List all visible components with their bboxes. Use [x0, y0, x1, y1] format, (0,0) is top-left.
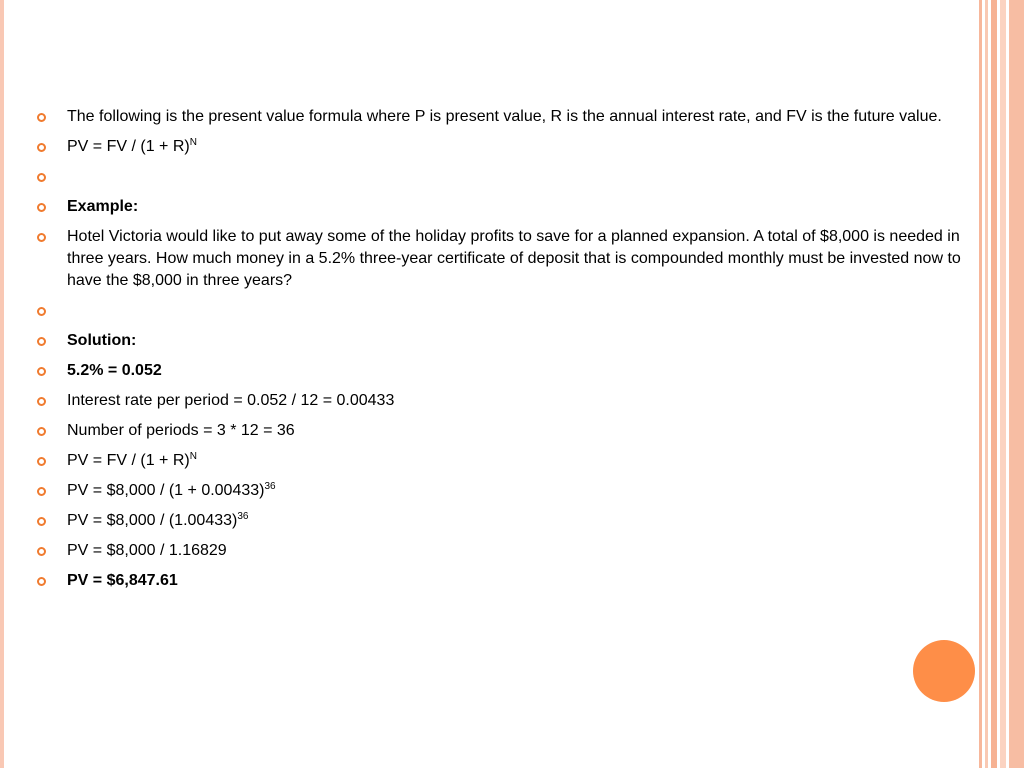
exponent: N	[189, 137, 197, 148]
bullet-text: Hotel Victoria would like to put away some of the holiday profits to save for a planned expansion. A total of $8,000 is needed in three years. How much money in a 5.2% three-year certificate of deposit that is compounded monthly must be invested now to have the $8,000 in three years?	[67, 228, 961, 289]
bullet-text: PV = $8,000 / (1 + 0.00433)	[67, 482, 265, 499]
bullet-list	[36, 106, 996, 600]
bullet-item-substitution	[36, 480, 996, 502]
bullet-item-rate-per-period	[36, 390, 996, 412]
bullet-ring-icon	[37, 427, 46, 436]
bullet-ring-icon	[37, 233, 46, 242]
bullet-text: PV = $8,000 / 1.16829	[67, 542, 227, 559]
bullet-item-empty	[36, 300, 996, 322]
bullet-ring-icon	[37, 517, 46, 526]
bullet-ring-icon	[37, 457, 46, 466]
bullet-item-example-heading	[36, 196, 996, 218]
bullet-text: PV = $6,847.61	[67, 572, 178, 589]
bullet-ring-icon	[37, 487, 46, 496]
bullet-ring-icon	[37, 337, 46, 346]
accent-circle-decoration	[913, 640, 975, 702]
bullet-ring-icon	[37, 173, 46, 182]
bullet-item-simplified	[36, 510, 996, 532]
left-border-decoration	[0, 0, 4, 768]
bullet-item-number-of-periods	[36, 420, 996, 442]
bullet-ring-icon	[37, 113, 46, 122]
bullet-item-formula	[36, 136, 996, 158]
bullet-ring-icon	[37, 367, 46, 376]
bullet-ring-icon	[37, 577, 46, 586]
bullet-item-empty	[36, 166, 996, 188]
bullet-text: 5.2% = 0.052	[67, 362, 162, 379]
bullet-item-formula-repeat	[36, 450, 996, 472]
exponent: 36	[237, 511, 249, 522]
bullet-ring-icon	[37, 547, 46, 556]
bullet-item-evaluated	[36, 540, 996, 562]
bullet-ring-icon	[37, 307, 46, 316]
bullet-ring-icon	[37, 397, 46, 406]
bullet-item-answer	[36, 570, 996, 592]
bullet-text: PV = FV / (1 + R)	[67, 452, 190, 469]
bullet-text: Number of periods = 3 * 12 = 36	[67, 422, 295, 439]
bullet-text: PV = FV / (1 + R)	[67, 138, 190, 155]
bullet-item-solution-heading	[36, 330, 996, 352]
right-stripe-decoration	[1009, 0, 1024, 768]
bullet-item-formula-intro	[36, 106, 996, 128]
bullet-text: The following is the present value formula where P is present value, R is the annual interest rate, and FV is the future value.	[67, 108, 942, 125]
bullet-text: Interest rate per period = 0.052 / 12 = 0.00433	[67, 392, 395, 409]
bullet-text: Example:	[67, 198, 139, 215]
bullet-item-example-problem	[36, 226, 996, 292]
bullet-ring-icon	[37, 203, 46, 212]
exponent: N	[189, 451, 197, 462]
bullet-ring-icon	[37, 143, 46, 152]
exponent: 36	[264, 481, 276, 492]
bullet-text: PV = $8,000 / (1.00433)	[67, 512, 238, 529]
bullet-item-rate-conversion	[36, 360, 996, 382]
right-stripe-decoration	[1000, 0, 1006, 768]
bullet-text: Solution:	[67, 332, 137, 349]
